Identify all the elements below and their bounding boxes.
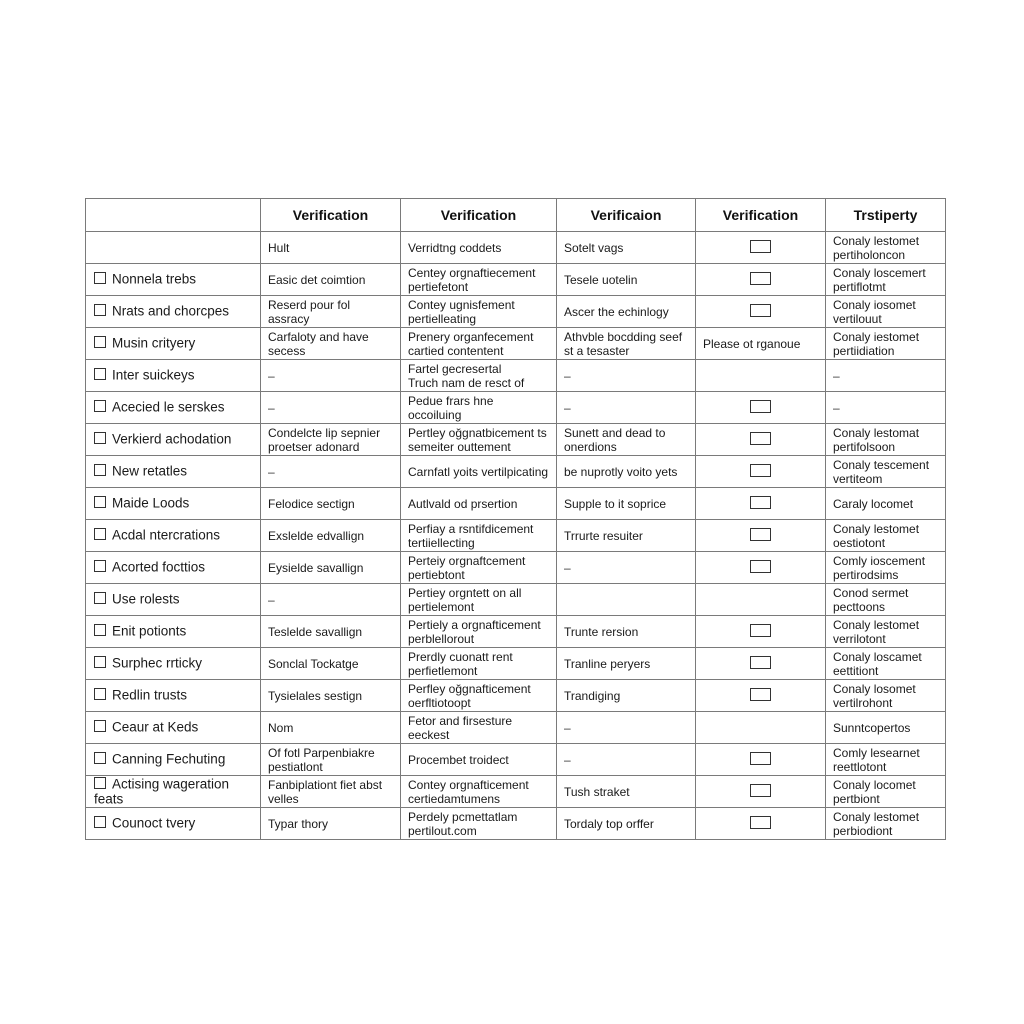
cell-c4 xyxy=(696,744,826,776)
cell-c2: Pertley oğgnatbicement ts semeiter outtement xyxy=(401,424,557,456)
row-label: Redlin trusts xyxy=(112,687,188,703)
cell-c5: Conaly tescement vertiteom xyxy=(826,456,946,488)
cell-c1: Easic det coimtion xyxy=(261,264,401,296)
header-cell-verification-1: Verification xyxy=(261,199,401,232)
row-label: New retatles xyxy=(112,463,188,479)
header-cell-verification-2: Verification xyxy=(401,199,557,232)
row-label: Actising wageration feats xyxy=(94,776,230,806)
cell-c1: Typar thory xyxy=(261,808,401,840)
verification-checkbox[interactable] xyxy=(750,560,771,573)
cell-c4 xyxy=(696,680,826,712)
verification-checkbox[interactable] xyxy=(750,816,771,829)
row-label: Canning Fechuting xyxy=(112,751,226,767)
cell-c2: Verridtng coddets xyxy=(401,232,557,264)
table-row xyxy=(86,264,946,296)
verification-checkbox[interactable] xyxy=(750,400,771,413)
cell-c3: – xyxy=(557,360,696,392)
cell-c1: Felodice sectign xyxy=(261,488,401,520)
table-row xyxy=(86,456,946,488)
row-label: Acecied le serskes xyxy=(112,399,225,415)
cell-c4 xyxy=(696,456,826,488)
table-row xyxy=(86,296,946,328)
row-label: Counoct tvery xyxy=(112,815,196,831)
cell-c5: Conaly iosomet vertilouut xyxy=(826,296,946,328)
row-label: Inter suickeys xyxy=(112,367,195,383)
cell-c3: Trrurte resuiter xyxy=(557,520,696,552)
row-checkbox[interactable] xyxy=(94,816,106,828)
row-checkbox[interactable] xyxy=(94,528,106,540)
row-checkbox[interactable] xyxy=(94,368,106,380)
verification-table xyxy=(85,198,946,840)
row-checkbox[interactable] xyxy=(94,336,106,348)
cell-c2: Autlvald od prsertion xyxy=(401,488,557,520)
row-checkbox[interactable] xyxy=(94,752,106,764)
row-checkbox[interactable] xyxy=(94,464,106,476)
table-row xyxy=(86,776,946,808)
table-row xyxy=(86,392,946,424)
cell-c5: Comly ioscement pertirodsims xyxy=(826,552,946,584)
cell-c2: Contey orgnafticement certiedamtumens xyxy=(401,776,557,808)
cell-c2: Perteiy orgnaftcement pertiebtont xyxy=(401,552,557,584)
cell-c3: Trandiging xyxy=(557,680,696,712)
cell-c3: – xyxy=(557,552,696,584)
cell-c3: Trunte rersion xyxy=(557,616,696,648)
cell-c1: – xyxy=(261,392,401,424)
cell-c3 xyxy=(557,584,696,616)
row-label: Acorted focttios xyxy=(112,559,206,575)
cell-c1: Nom xyxy=(261,712,401,744)
row-label: Surphec rrticky xyxy=(112,655,203,671)
row-checkbox[interactable] xyxy=(94,560,106,572)
cell-c5: Comly lesearnet reettlotont xyxy=(826,744,946,776)
table-row xyxy=(86,552,946,584)
cell-c4 xyxy=(696,360,826,392)
row-label-cell xyxy=(86,232,261,264)
row-label-cell xyxy=(86,584,261,616)
cell-c2: Perfiay a rsntifdicement tertiiellecting xyxy=(401,520,557,552)
cell-c2: Centey orgnaftiecement pertiefetont xyxy=(401,264,557,296)
row-label-cell xyxy=(86,296,261,328)
row-label-cell xyxy=(86,808,261,840)
table-body xyxy=(86,232,946,840)
row-label: Musin crityery xyxy=(112,335,196,351)
cell-c4 xyxy=(696,584,826,616)
table-row xyxy=(86,584,946,616)
row-checkbox[interactable] xyxy=(94,592,106,604)
header-cell-trstiperty: Trstiperty xyxy=(826,199,946,232)
cell-c3: – xyxy=(557,712,696,744)
row-label: Ceaur at Keds xyxy=(112,719,199,735)
cell-c3: Ascer the echinlogy xyxy=(557,296,696,328)
cell-c1: – xyxy=(261,584,401,616)
header-cell-verificaion: Verificaion xyxy=(557,199,696,232)
verification-checkbox[interactable] xyxy=(750,464,771,477)
cell-c4 xyxy=(696,776,826,808)
row-label-cell xyxy=(86,776,261,808)
cell-c5: Conaly lestomat pertifolsoon xyxy=(826,424,946,456)
row-label-cell xyxy=(86,424,261,456)
row-label: Nonnela trebs xyxy=(112,271,197,287)
verification-checkbox[interactable] xyxy=(750,624,771,637)
cell-c2: Prerdly cuonatt rent perfietlemont xyxy=(401,648,557,680)
cell-c4 xyxy=(696,264,826,296)
row-label-cell xyxy=(86,680,261,712)
row-label: Verkierd achodation xyxy=(112,431,232,447)
cell-c4 xyxy=(696,712,826,744)
row-checkbox[interactable] xyxy=(94,656,106,668)
cell-c5: Conaly iestomet pertiidiation xyxy=(826,328,946,360)
cell-c4 xyxy=(696,616,826,648)
header-row xyxy=(86,199,946,232)
cell-c2: Pertiely a orgnafticement perblellorout xyxy=(401,616,557,648)
cell-c4 xyxy=(696,392,826,424)
cell-c2: Contey ugnisfement pertielleating xyxy=(401,296,557,328)
row-label-cell xyxy=(86,328,261,360)
verification-checkbox[interactable] xyxy=(750,304,771,317)
cell-c4 xyxy=(696,424,826,456)
cell-c4 xyxy=(696,808,826,840)
cell-c1: Carfaloty and have secess xyxy=(261,328,401,360)
cell-c1: Fanbiplationt fiet abst velles xyxy=(261,776,401,808)
table-row xyxy=(86,712,946,744)
verification-checkbox[interactable] xyxy=(750,432,771,445)
table-row xyxy=(86,488,946,520)
cell-c1: Of fotl Parpenbiakre pestiatlont xyxy=(261,744,401,776)
cell-c1: Hult xyxy=(261,232,401,264)
cell-c1: Tysielales sestign xyxy=(261,680,401,712)
verification-checkbox[interactable] xyxy=(750,784,771,797)
row-label-cell xyxy=(86,264,261,296)
cell-c4 xyxy=(696,232,826,264)
row-label-cell xyxy=(86,648,261,680)
cell-c4 xyxy=(696,552,826,584)
cell-c3: Sotelt vags xyxy=(557,232,696,264)
table-row xyxy=(86,680,946,712)
cell-c4 xyxy=(696,488,826,520)
cell-c5: Sunntcopertos xyxy=(826,712,946,744)
table-row xyxy=(86,616,946,648)
cell-c2: Carnfatl yoits vertilpicating xyxy=(401,456,557,488)
table-header xyxy=(86,199,946,232)
cell-c1: Reserd pour fol assracy xyxy=(261,296,401,328)
cell-c1: – xyxy=(261,360,401,392)
verification-checkbox[interactable] xyxy=(750,752,771,765)
verification-checkbox[interactable] xyxy=(750,240,771,253)
table-row xyxy=(86,360,946,392)
row-checkbox[interactable] xyxy=(94,777,106,789)
row-label: Acdal ntercrations xyxy=(112,527,221,543)
row-checkbox[interactable] xyxy=(94,720,106,732)
row-label-cell xyxy=(86,456,261,488)
cell-c3: Tordaly top orffer xyxy=(557,808,696,840)
row-checkbox[interactable] xyxy=(94,624,106,636)
cell-c3: Tranline peryers xyxy=(557,648,696,680)
table-row xyxy=(86,648,946,680)
cell-c3: be nuprotly voito yets xyxy=(557,456,696,488)
cell-c5: Conaly lestomet perbiodiont xyxy=(826,808,946,840)
table-row xyxy=(86,328,946,360)
cell-c3: Sunett and dead to onerdions xyxy=(557,424,696,456)
cell-c5: – xyxy=(826,360,946,392)
cell-c5: Conod sermet pecttoons xyxy=(826,584,946,616)
cell-c5: Conaly lestomet verrilotont xyxy=(826,616,946,648)
row-label-cell xyxy=(86,392,261,424)
row-label-cell xyxy=(86,616,261,648)
cell-c1: Sonclal Tockatge xyxy=(261,648,401,680)
cell-c2: Prenery organfecement cartied contentent xyxy=(401,328,557,360)
cell-c1: Condelcte lip sepnier proetser adonard xyxy=(261,424,401,456)
verification-checkbox[interactable] xyxy=(750,496,771,509)
cell-c5: Caraly locomet xyxy=(826,488,946,520)
cell-c2: Fartel gecresertal Truch nam de resct of xyxy=(401,360,557,392)
verification-checkbox[interactable] xyxy=(750,656,771,669)
row-label: Maide Loods xyxy=(112,495,190,511)
cell-c5: Conaly locomet pertbiont xyxy=(826,776,946,808)
cell-c5: Conaly losomet vertilrohont xyxy=(826,680,946,712)
cell-c3: Tush straket xyxy=(557,776,696,808)
row-checkbox[interactable] xyxy=(94,272,106,284)
cell-c5: Conaly loscamet eettitiont xyxy=(826,648,946,680)
cell-c3: – xyxy=(557,392,696,424)
cell-c4 xyxy=(696,296,826,328)
row-label-cell xyxy=(86,744,261,776)
header-cell-empty xyxy=(86,199,261,232)
cell-c5: Conaly loscemert pertiflotmt xyxy=(826,264,946,296)
row-label-cell xyxy=(86,360,261,392)
row-checkbox[interactable] xyxy=(94,304,106,316)
cell-c2: Pertiey orgntett on all pertielemont xyxy=(401,584,557,616)
table-row xyxy=(86,808,946,840)
row-label-cell xyxy=(86,712,261,744)
cell-c1: – xyxy=(261,456,401,488)
row-checkbox[interactable] xyxy=(94,400,106,412)
verification-checkbox[interactable] xyxy=(750,528,771,541)
cell-c1: Teslelde savallign xyxy=(261,616,401,648)
cell-c2: Pedue frars hne occoiluing xyxy=(401,392,557,424)
row-label-cell xyxy=(86,488,261,520)
row-checkbox[interactable] xyxy=(94,496,106,508)
row-label: Nrats and chorcpes xyxy=(112,303,230,319)
row-label-cell xyxy=(86,520,261,552)
cell-c3: Supple to it soprice xyxy=(557,488,696,520)
cell-c2: Perdely pcmettatlam pertilout.com xyxy=(401,808,557,840)
row-label: Use rolests xyxy=(112,591,180,607)
cell-c4: Please ot rganoue xyxy=(696,328,826,360)
header-cell-verification-4: Verification xyxy=(696,199,826,232)
cell-c2: Procembet troidect xyxy=(401,744,557,776)
row-label-cell xyxy=(86,552,261,584)
row-label: Enit potionts xyxy=(112,623,187,639)
cell-c5: – xyxy=(826,392,946,424)
table-row xyxy=(86,424,946,456)
cell-c5: Conaly lestomet oestiotont xyxy=(826,520,946,552)
table-row xyxy=(86,744,946,776)
table-row xyxy=(86,520,946,552)
cell-c2: Perfley oğgnafticement oerfltiotoopt xyxy=(401,680,557,712)
row-checkbox[interactable] xyxy=(94,432,106,444)
verification-checkbox[interactable] xyxy=(750,272,771,285)
cell-c5: Conaly lestomet pertiholoncon xyxy=(826,232,946,264)
cell-c3: Athvble bocdding seef st a tesaster xyxy=(557,328,696,360)
cell-c1: Eysielde savallign xyxy=(261,552,401,584)
verification-checkbox[interactable] xyxy=(750,688,771,701)
row-checkbox[interactable] xyxy=(94,688,106,700)
cell-c3: Tesele uotelin xyxy=(557,264,696,296)
cell-c3: – xyxy=(557,744,696,776)
cell-c4 xyxy=(696,520,826,552)
cell-c2: Fetor and firsesture eeckest xyxy=(401,712,557,744)
cell-c1: Exslelde edvallign xyxy=(261,520,401,552)
cell-c4 xyxy=(696,648,826,680)
table-row xyxy=(86,232,946,264)
